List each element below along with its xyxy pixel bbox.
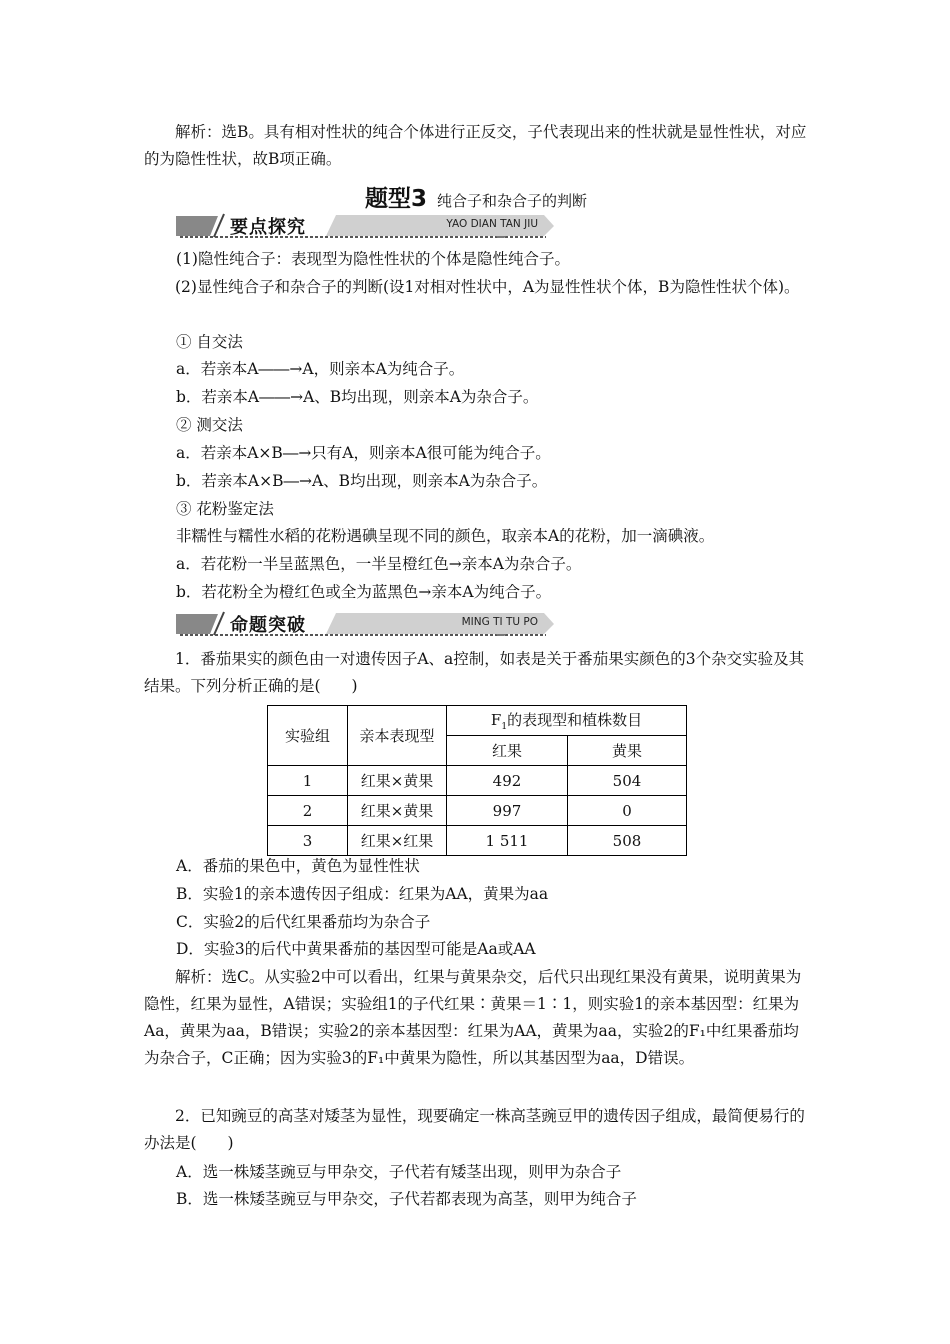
- practice-bar: [176, 610, 556, 636]
- q1-option-d: D．实验3的后代中黄果番茄的基因型可能是Aa或AA: [176, 940, 536, 958]
- method-2-title: ② 测交法: [176, 416, 243, 434]
- table-row: [268, 826, 687, 856]
- q1-option-b: B．实验1的亲本遗传因子组成：红果为AA，黄果为aa: [176, 885, 549, 903]
- q1-analysis: 解析：选C。从实验2中可以看出，红果与黄果杂交，后代只出现红果没有黄果，说明黄果为隐性，红果为显性，A错误；实验组1的子代红果∶黄果＝1∶1，则实验1的亲本基因型：红果为Aa，黄果为aa，B错误；实验2的亲本基因型：红果为AA，黄果为aa，实验2的F₁中红果番茄均为杂合子，C正确；因为实验3的F₁中黄果为隐性，所以其基因型为aa，D错误。: [144, 968, 802, 1067]
- cell-parent: 红果×黄果: [348, 796, 447, 826]
- q2-stem: 2．已知豌豆的高茎对矮茎为显性，现要确定一株高茎豌豆甲的遗传因子组成，最简便易行的办法是( ): [144, 1107, 805, 1152]
- point-2: (2)显性纯合子和杂合子的判断(设1对相对性状中，A为显性性状个体，B为隐性性状个体)。: [175, 278, 800, 296]
- results-table: [267, 705, 687, 856]
- key-points-bar: [176, 212, 556, 238]
- method-2-a: a．若亲本A×B―→只有A，则亲本A很可能为纯合子。: [176, 444, 551, 462]
- table-row: [268, 766, 687, 796]
- method-3-title: ③ 花粉鉴定法: [176, 500, 274, 518]
- practice-pinyin: MING TI TU PO: [461, 616, 538, 628]
- cell-yellow: 504: [568, 766, 687, 796]
- intro-analysis: 解析：选B。具有相对性状的纯合个体进行正反交，子代表现出来的性状就是显性性状，对应的为隐性性状，故B项正确。: [144, 123, 807, 168]
- header-yellow: 黄果: [568, 736, 687, 766]
- header-group: 实验组: [268, 706, 348, 766]
- section-label: 题型: [365, 186, 411, 212]
- method-3-a: a．若花粉一半呈蓝黑色，一半呈橙红色→亲本A为杂合子。: [176, 555, 582, 573]
- table-row: [268, 796, 687, 826]
- cell-red: 492: [447, 766, 568, 796]
- q2-option-b: B．选一株矮茎豌豆与甲杂交，子代若都表现为高茎，则甲为纯合子: [176, 1190, 637, 1208]
- section-title: [365, 180, 587, 213]
- header-f1: $F_1$的表现型和植株数目: [447, 706, 687, 736]
- method-1-title: ① 自交法: [176, 333, 243, 351]
- point-1: (1)隐性纯合子：表现型为隐性性状的个体是隐性纯合子。: [176, 250, 570, 268]
- section-number: 3: [411, 186, 428, 212]
- header-red: 红果: [447, 736, 568, 766]
- header-parent: 亲本表现型: [348, 706, 447, 766]
- q1-stem: 1．番茄果实的颜色由一对遗传因子A、a控制，如表是关于番茄果实颜色的3个杂交实验及其结果。下列分析正确的是( ): [144, 650, 805, 695]
- q1-option-c: C．实验2的后代红果番茄均为杂合子: [176, 913, 431, 931]
- cell-parent: 红果×黄果: [348, 766, 447, 796]
- cell-group: 2: [268, 796, 348, 826]
- method-3-b: b．若花粉全为橙红色或全为蓝黑色→亲本A为纯合子。: [176, 583, 552, 601]
- cell-group: 3: [268, 826, 348, 856]
- cell-group: 1: [268, 766, 348, 796]
- cell-parent: 红果×红果: [348, 826, 447, 856]
- method-3-desc: 非糯性与糯性水稻的花粉遇碘呈现不同的颜色，取亲本A的花粉，加一滴碘液。: [176, 527, 715, 545]
- q2-option-a: A．选一株矮茎豌豆与甲杂交，子代若有矮茎出现，则甲为杂合子: [176, 1163, 622, 1181]
- cell-yellow: 508: [568, 826, 687, 856]
- key-points-pinyin: YAO DIAN TAN JIU: [446, 218, 538, 230]
- method-2-b: b．若亲本A×B―→A、B均出现，则亲本A为杂合子。: [176, 472, 548, 490]
- section-subtitle: 纯合子和杂合子的判断: [437, 192, 588, 210]
- key-points-label: 要点探究: [230, 217, 306, 238]
- cell-yellow: 0: [568, 796, 687, 826]
- cell-red: 1 511: [447, 826, 568, 856]
- method-1-b: b．若亲本A――→A、B均出现，则亲本A为杂合子。: [176, 388, 539, 406]
- practice-label: 命题突破: [230, 615, 306, 636]
- q1-option-a: A．番茄的果色中，黄色为显性性状: [176, 857, 420, 875]
- cell-red: 997: [447, 796, 568, 826]
- method-1-a: a．若亲本A――→A，则亲本A为纯合子。: [176, 360, 465, 378]
